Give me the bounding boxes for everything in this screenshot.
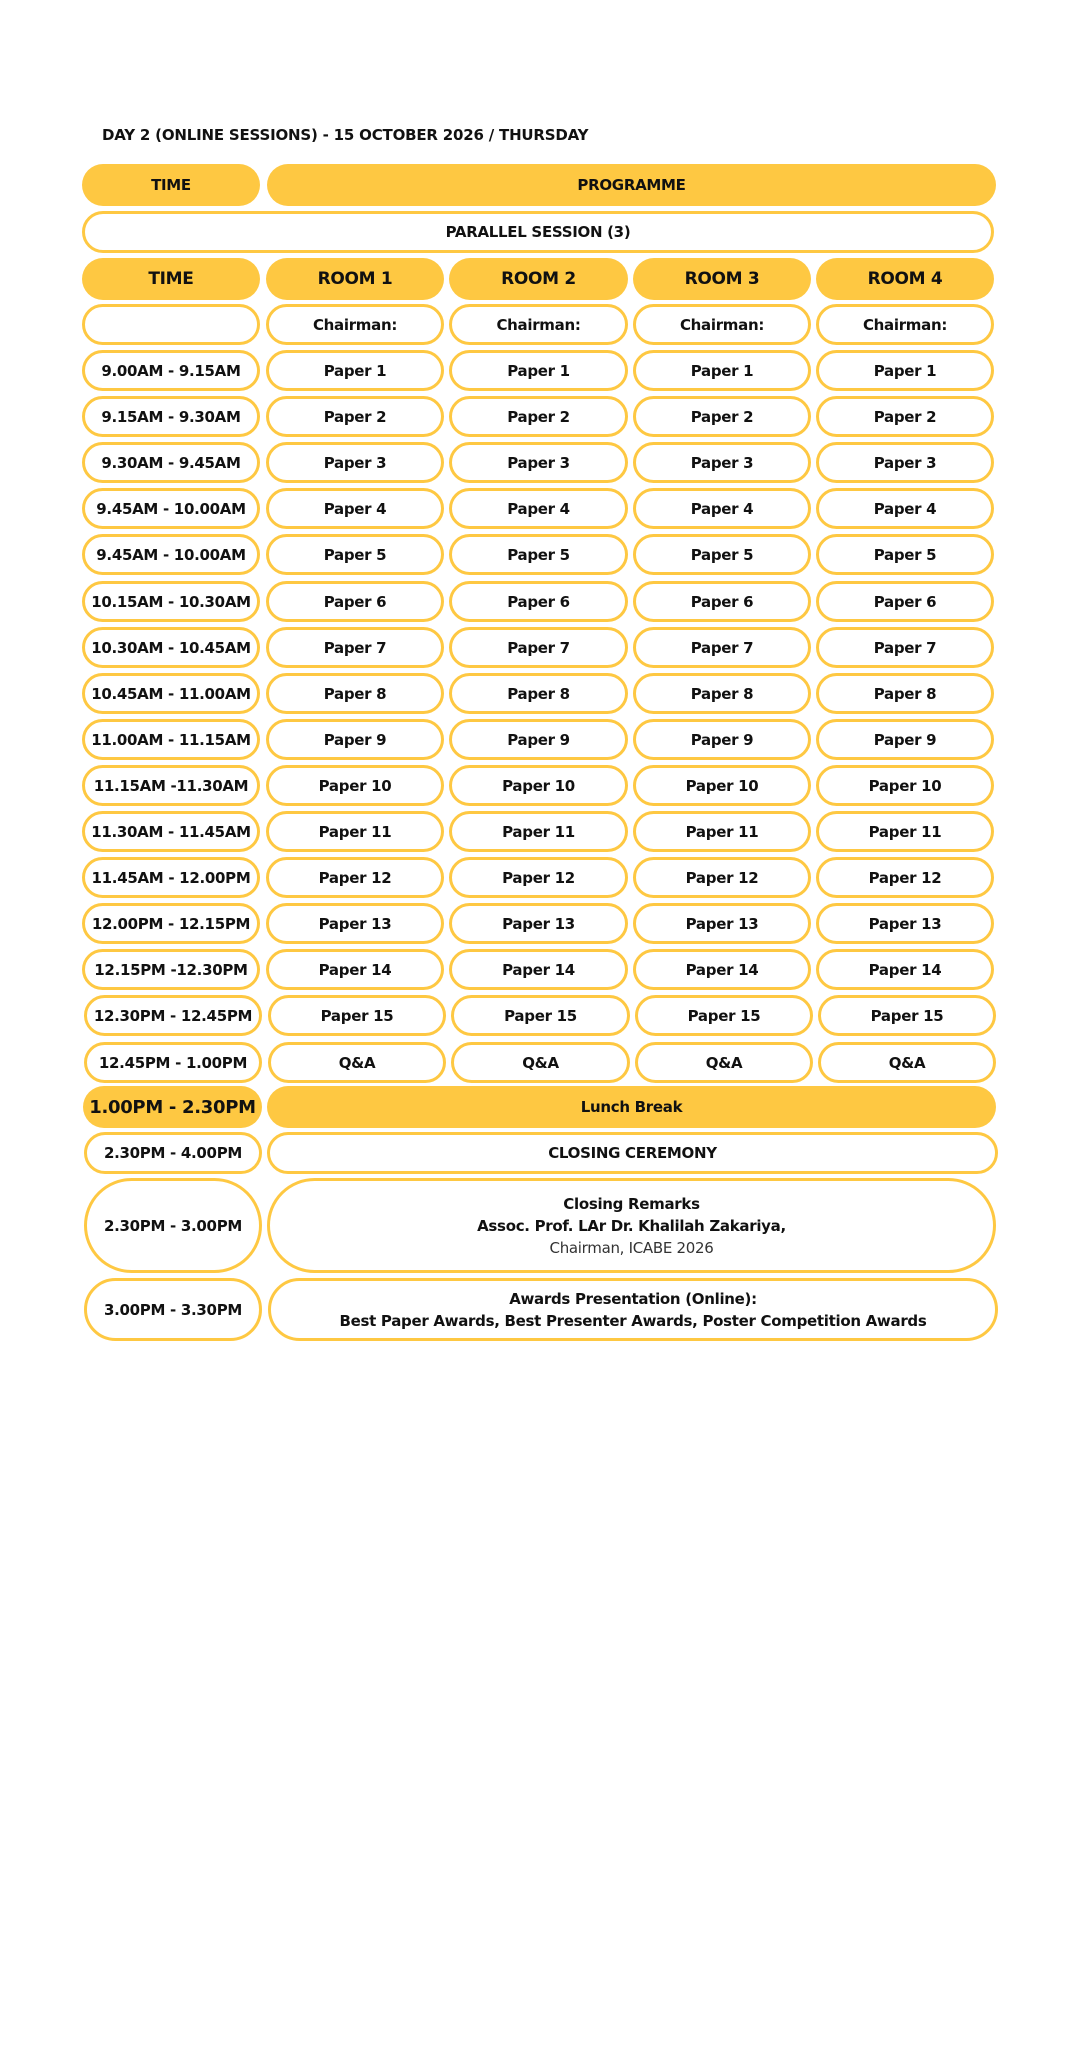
- closing-remarks-title: Closing Remarks: [563, 1194, 700, 1213]
- session-cell-room-2: Paper 14: [449, 949, 628, 990]
- room-header-time: TIME: [82, 258, 260, 300]
- session-cell-room-2: Paper 11: [449, 811, 628, 852]
- session-cell-room-2: Paper 9: [449, 719, 628, 760]
- session-cell-room-3: Paper 6: [633, 581, 811, 622]
- session-cell-room-1: Paper 13: [266, 903, 444, 944]
- awards-cell: [268, 1278, 998, 1341]
- session-cell-room-4: Paper 12: [816, 857, 994, 898]
- time-slot: 12.15PM -12.30PM: [82, 949, 260, 990]
- time-slot: 10.45AM - 11.00AM: [82, 673, 260, 714]
- time-slot: 11.45AM - 12.00PM: [82, 857, 260, 898]
- room-header-2: ROOM 2: [449, 258, 628, 300]
- closing-remarks-time: 2.30PM - 3.00PM: [84, 1178, 262, 1273]
- session-cell-room-1: Paper 3: [266, 442, 444, 483]
- time-slot: 9.45AM - 10.00AM: [82, 488, 260, 529]
- chairman-cell-room-3: Chairman:: [633, 304, 811, 345]
- session-cell-room-1: Paper 7: [266, 627, 444, 668]
- session-cell-room-4: Paper 8: [816, 673, 994, 714]
- session-cell-room-3: Paper 2: [633, 396, 811, 437]
- time-slot: 10.30AM - 10.45AM: [82, 627, 260, 668]
- closing-ceremony-time: 2.30PM - 4.00PM: [84, 1132, 262, 1174]
- session-cell-room-3: Paper 13: [633, 903, 811, 944]
- session-cell-room-2: Paper 6: [449, 581, 628, 622]
- session-cell-room-1: Paper 10: [266, 765, 444, 806]
- session-cell-room-3: Paper 12: [633, 857, 811, 898]
- session-cell-room-3: Paper 8: [633, 673, 811, 714]
- session-cell-room-2: Paper 12: [449, 857, 628, 898]
- chairman-cell-room-2: Chairman:: [449, 304, 628, 345]
- session-cell-room-1: Paper 5: [266, 534, 444, 575]
- session-cell-room-2: Paper 8: [449, 673, 628, 714]
- session-cell-room-3: Paper 15: [635, 995, 813, 1036]
- chairman-cell-room-4: Chairman:: [816, 304, 994, 345]
- header-time: TIME: [82, 164, 260, 206]
- parallel-session-banner: PARALLEL SESSION (3): [82, 211, 994, 253]
- session-cell-room-4: Paper 5: [816, 534, 994, 575]
- session-cell-room-1: Paper 12: [266, 857, 444, 898]
- time-slot: 11.30AM - 11.45AM: [82, 811, 260, 852]
- page-title: DAY 2 (ONLINE SESSIONS) - 15 OCTOBER 2026 / THURSDAY: [102, 126, 589, 144]
- session-cell-room-4: Paper 1: [816, 350, 994, 391]
- session-cell-room-4: Paper 14: [816, 949, 994, 990]
- session-cell-room-4: Paper 10: [816, 765, 994, 806]
- session-cell-room-2: Paper 5: [449, 534, 628, 575]
- session-cell-room-4: Paper 4: [816, 488, 994, 529]
- time-slot: 9.00AM - 9.15AM: [82, 350, 260, 391]
- time-slot: 12.30PM - 12.45PM: [84, 995, 262, 1036]
- session-cell-room-2: Paper 4: [449, 488, 628, 529]
- session-cell-room-1: Q&A: [268, 1042, 446, 1083]
- time-slot: 12.45PM - 1.00PM: [84, 1042, 262, 1083]
- session-cell-room-2: Paper 15: [451, 995, 630, 1036]
- lunch-time: 1.00PM - 2.30PM: [83, 1086, 262, 1128]
- session-cell-room-4: Q&A: [818, 1042, 996, 1083]
- room-header-3: ROOM 3: [633, 258, 811, 300]
- chairman-row-time: [82, 304, 260, 345]
- session-cell-room-4: Paper 13: [816, 903, 994, 944]
- lunch-break: Lunch Break: [267, 1086, 996, 1128]
- session-cell-room-3: Paper 7: [633, 627, 811, 668]
- session-cell-room-3: Paper 1: [633, 350, 811, 391]
- session-cell-room-3: Paper 10: [633, 765, 811, 806]
- session-cell-room-4: Paper 9: [816, 719, 994, 760]
- awards-categories: Best Paper Awards, Best Presenter Awards, Poster Competition Awards: [339, 1311, 927, 1330]
- session-cell-room-3: Paper 5: [633, 534, 811, 575]
- session-cell-room-3: Paper 14: [633, 949, 811, 990]
- room-header-1: ROOM 1: [266, 258, 444, 300]
- session-cell-room-1: Paper 15: [268, 995, 446, 1036]
- closing-ceremony-label: CLOSING CEREMONY: [267, 1132, 998, 1174]
- time-slot: 9.30AM - 9.45AM: [82, 442, 260, 483]
- session-cell-room-2: Paper 7: [449, 627, 628, 668]
- session-cell-room-4: Paper 11: [816, 811, 994, 852]
- session-cell-room-4: Paper 2: [816, 396, 994, 437]
- session-cell-room-1: Paper 14: [266, 949, 444, 990]
- time-slot: 12.00PM - 12.15PM: [82, 903, 260, 944]
- session-cell-room-3: Paper 11: [633, 811, 811, 852]
- session-cell-room-1: Paper 11: [266, 811, 444, 852]
- awards-title: Awards Presentation (Online):: [509, 1289, 757, 1308]
- session-cell-room-4: Paper 3: [816, 442, 994, 483]
- session-cell-room-4: Paper 7: [816, 627, 994, 668]
- session-cell-room-1: Paper 4: [266, 488, 444, 529]
- chairman-cell-room-1: Chairman:: [266, 304, 444, 345]
- session-cell-room-1: Paper 8: [266, 673, 444, 714]
- closing-remarks-cell: [267, 1178, 996, 1273]
- session-cell-room-4: Paper 6: [816, 581, 994, 622]
- session-cell-room-3: Paper 4: [633, 488, 811, 529]
- time-slot: 9.45AM - 10.00AM: [82, 534, 260, 575]
- time-slot: 10.15AM - 10.30AM: [82, 581, 260, 622]
- session-cell-room-1: Paper 2: [266, 396, 444, 437]
- session-cell-room-1: Paper 9: [266, 719, 444, 760]
- session-cell-room-1: Paper 6: [266, 581, 444, 622]
- session-cell-room-2: Paper 3: [449, 442, 628, 483]
- session-cell-room-2: Paper 10: [449, 765, 628, 806]
- awards-time: 3.00PM - 3.30PM: [84, 1278, 262, 1341]
- session-cell-room-4: Paper 15: [818, 995, 996, 1036]
- closing-remarks-speaker: Assoc. Prof. LAr Dr. Khalilah Zakariya,: [477, 1216, 786, 1235]
- closing-remarks-role: Chairman, ICABE 2026: [549, 1238, 714, 1257]
- session-cell-room-2: Paper 13: [449, 903, 628, 944]
- session-cell-room-3: Paper 9: [633, 719, 811, 760]
- header-programme: PROGRAMME: [267, 164, 996, 206]
- session-cell-room-2: Paper 1: [449, 350, 628, 391]
- session-cell-room-2: Paper 2: [449, 396, 628, 437]
- time-slot: 9.15AM - 9.30AM: [82, 396, 260, 437]
- session-cell-room-2: Q&A: [451, 1042, 630, 1083]
- time-slot: 11.15AM -11.30AM: [82, 765, 260, 806]
- session-cell-room-3: Q&A: [635, 1042, 813, 1083]
- room-header-4: ROOM 4: [816, 258, 994, 300]
- session-cell-room-1: Paper 1: [266, 350, 444, 391]
- time-slot: 11.00AM - 11.15AM: [82, 719, 260, 760]
- session-cell-room-3: Paper 3: [633, 442, 811, 483]
